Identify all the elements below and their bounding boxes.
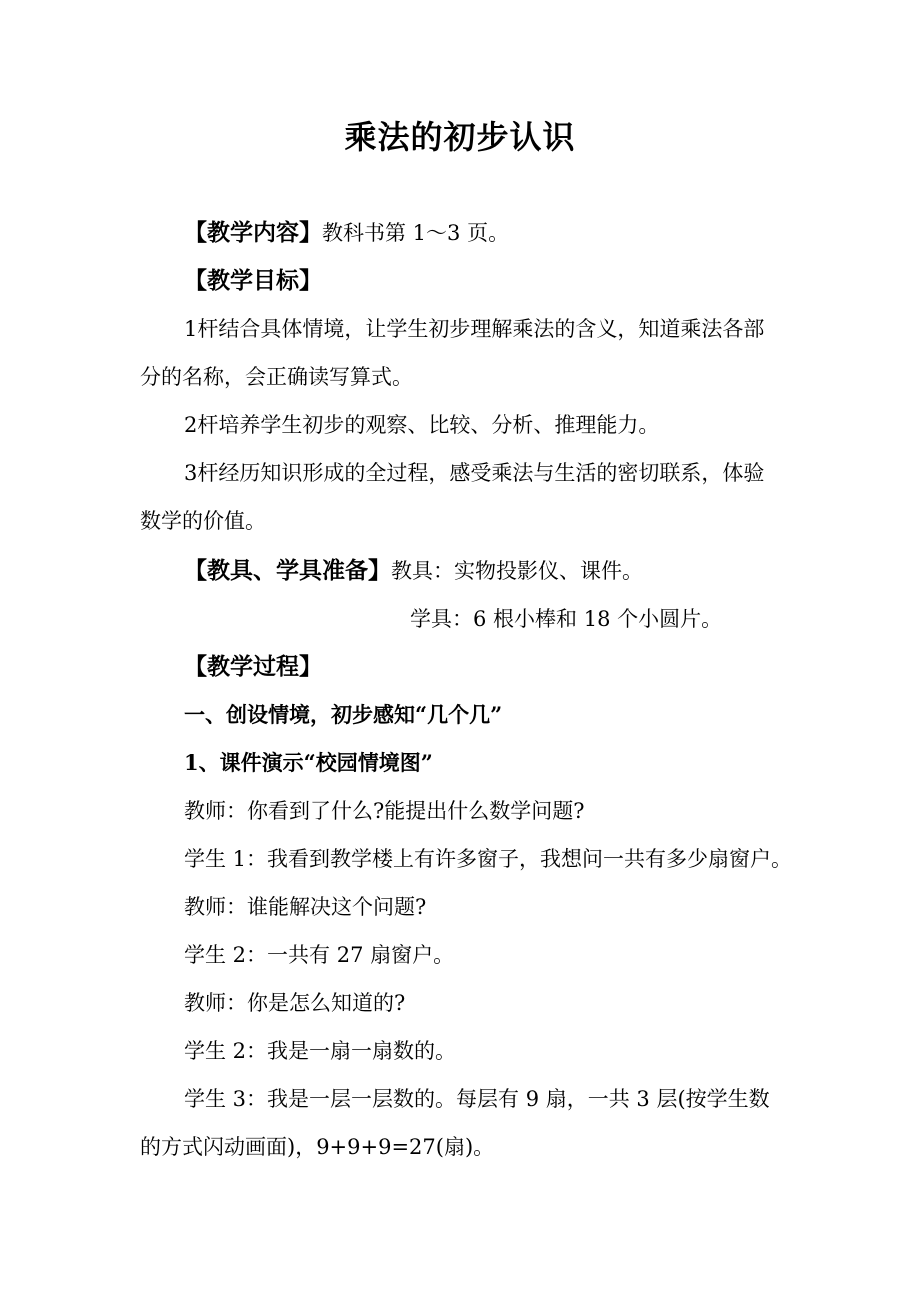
content-heading: 【教学内容】 [184,219,322,246]
section-1-heading: 一、创设情境，初步感知“几个几” [184,702,503,727]
dialogue-4: 学生 2：一共有 27 扇窗户。 [184,943,455,967]
step-1-heading: 1、课件演示“校园情境图” [184,750,433,775]
document-title: 乘法的初步认识 [344,118,576,156]
tools-paragraph [184,556,643,586]
content-text: 教科书第 1～3 页。 [322,221,510,245]
dialogue-7-line-2: 的方式闪动画面)，9+9+9=27(扇)。 [140,1135,495,1159]
tools-student: 学具：6 根小棒和 18 个小圆片。 [410,607,723,631]
goal-2: 2杆培养学生初步的观察、比较、分析、推理能力。 [184,413,660,437]
dialogue-3: 教师：谁能解决这个问题? [184,895,427,919]
content-paragraph [184,218,509,248]
process-heading: 【教学过程】 [184,653,322,680]
dialogue-5: 教师：你是怎么知道的? [184,991,406,1015]
dialogue-7-line-1: 学生 3：我是一层一层数的。每层有 9 扇，一共 3 层(按学生数 [184,1087,770,1111]
goals-heading: 【教学目标】 [184,267,322,294]
dialogue-6: 学生 2：我是一扇一扇数的。 [184,1039,457,1063]
goal-1-line-1: 1杆结合具体情境，让学生初步理解乘法的含义，知道乘法各部 [184,317,765,341]
tools-teacher: 教具：实物投影仪、课件。 [391,559,643,583]
goal-3-line-2: 数学的价值。 [140,509,266,533]
dialogue-1: 教师：你看到了什么?能提出什么数学问题? [184,799,585,823]
tools-heading: 【教具、学具准备】 [184,557,391,584]
goal-1-line-2: 分的名称，会正确读写算式。 [140,365,413,389]
dialogue-2: 学生 1：我看到教学楼上有许多窗子，我想问一共有多少扇窗户。 [184,847,793,871]
goal-3-line-1: 3杆经历知识形成的全过程，感受乘法与生活的密切联系，体验 [184,461,765,485]
